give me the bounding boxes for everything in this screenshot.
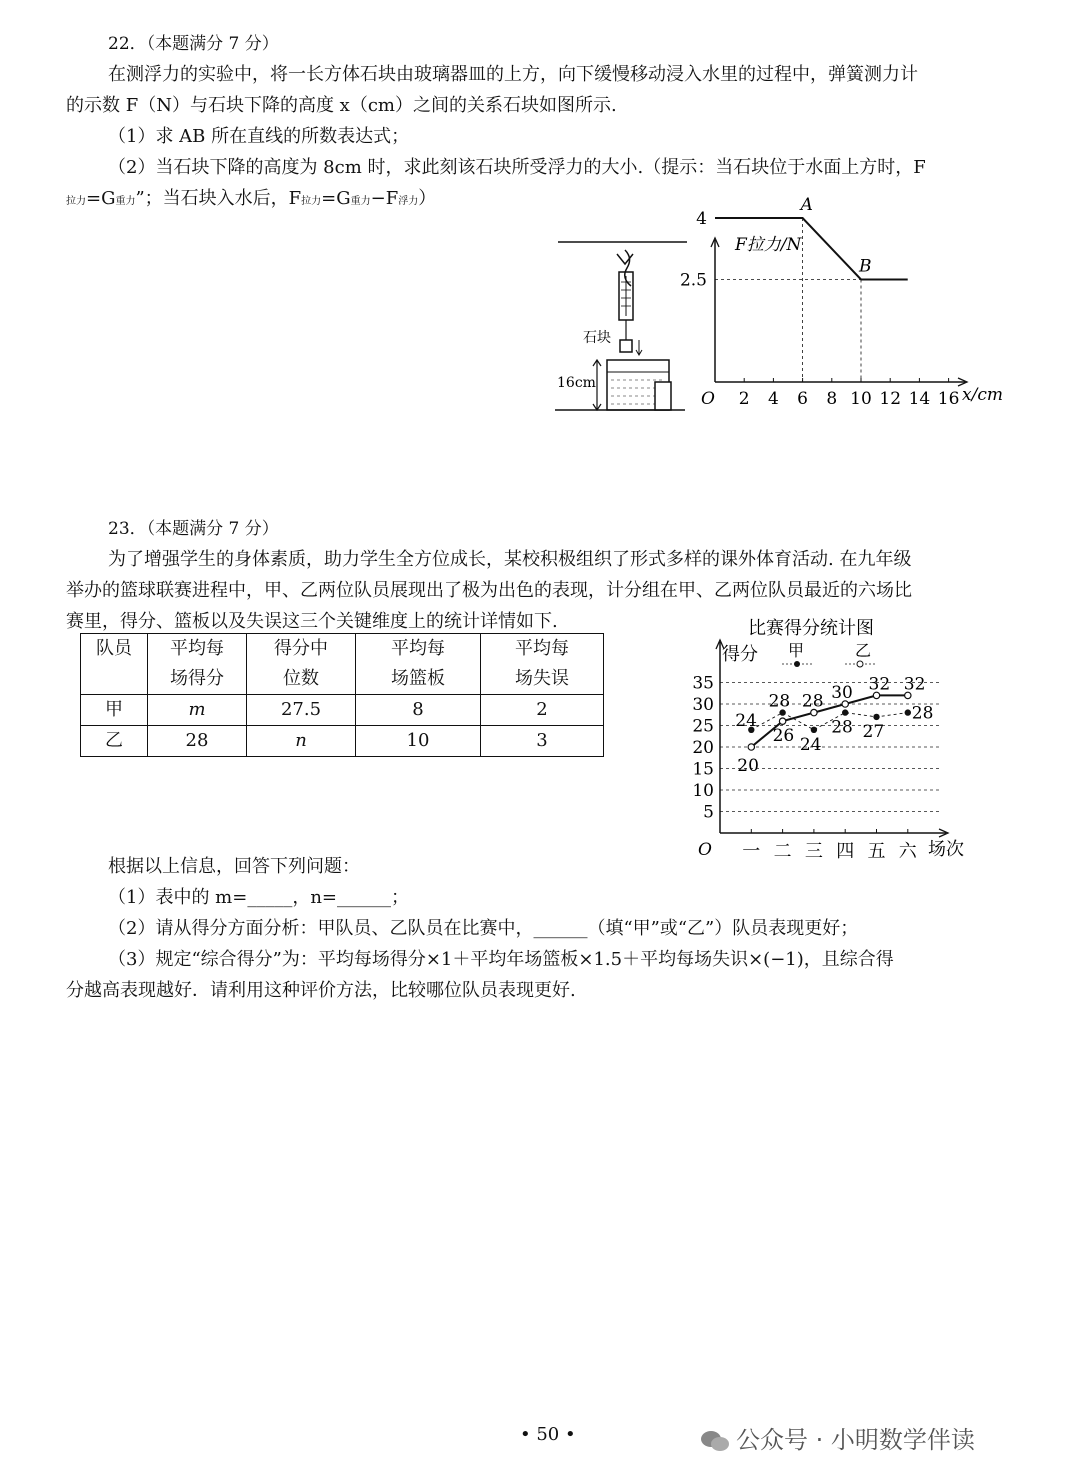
q22-hint-part4: −F — [370, 188, 399, 209]
table-header-row — [81, 634, 604, 695]
table-cell: 2 — [481, 695, 604, 726]
data-label-jia: 24 — [735, 710, 757, 731]
y-axis-label: 得分 — [722, 644, 758, 665]
data-point-jia — [905, 709, 911, 715]
x-tick-label: 4 — [767, 389, 779, 409]
x-axis-label: x/cm — [962, 385, 1003, 405]
subscript-gravity-2: 重力 — [350, 196, 371, 207]
y-tick-label: 20 — [692, 738, 714, 758]
x-tick-label: 三 — [804, 841, 823, 862]
stats-table — [80, 633, 604, 757]
table-cell: 8 — [356, 695, 481, 726]
subscript-pull-2: 拉力 — [301, 196, 322, 207]
q22-paragraph-line2: 的示数 F（N）与石块下降的高度 x（cm）之间的关系石块如图所示. — [66, 95, 617, 116]
data-label-jia: 24 — [799, 734, 822, 755]
data-label-jia: 28 — [768, 691, 791, 712]
legend-marker-jia — [794, 661, 800, 667]
subscript-pull: 拉力 — [66, 196, 86, 207]
q22-subquestion-2: （2）当石块下降的高度为 8cm 时，求此刻该石块所受浮力的大小.（提示：当石块位于水面上方时，F — [108, 157, 926, 178]
q22-subquestion-1: （1）求 AB 所在直线的所数表达式； — [108, 126, 410, 147]
y-tick-label: 2.5 — [679, 270, 707, 291]
q22-title: 22．（本题满分 7 分） — [108, 34, 279, 54]
table-header-cell: 得分中 位数 — [247, 634, 356, 695]
data-point-jia — [842, 709, 848, 715]
q23-title: 23．（本题满分 7 分） — [108, 519, 279, 539]
data-label-yi: 28 — [801, 691, 824, 712]
table-header-cell: 平均每 场得分 — [148, 634, 247, 695]
x-axis-label: 场次 — [928, 839, 964, 860]
table-cell: 3 — [481, 726, 604, 757]
x-tick-label: 一 — [742, 841, 761, 862]
data-label-jia: 27 — [862, 721, 885, 742]
table-header-cell: 平均每 场失误 — [481, 634, 604, 695]
table-cell: m — [148, 695, 247, 726]
q22-subquestion-2-cont — [66, 187, 436, 214]
page-number: • 50 • — [520, 1424, 576, 1445]
table-header-cell: 平均每 场篮板 — [356, 634, 481, 695]
table-cell: 27.5 — [247, 695, 356, 726]
data-point-jia — [873, 714, 879, 720]
y-tick-label: 35 — [692, 673, 714, 694]
table-cell: 乙 — [81, 726, 148, 757]
height-label: 16cm — [557, 375, 596, 391]
y-axis-label: F拉力/N — [735, 235, 802, 255]
y-tick-label: 4 — [696, 209, 707, 229]
data-label-jia: 28 — [911, 703, 934, 724]
q23-paragraph-line2: 举办的篮球联赛进程中，甲、乙两位队员展现出了极为出色的表现，计分组在甲、乙两位队员最近的六场比 — [66, 580, 912, 601]
table-cell: 甲 — [81, 695, 148, 726]
q23-paragraph-line3: 赛里，得分、篮板以及失误这三个关键维度上的统计详情如下. — [66, 611, 558, 632]
legend-label-jia: 甲 — [788, 641, 805, 660]
x-tick-label: 五 — [867, 841, 886, 862]
y-tick-label: 30 — [692, 695, 714, 715]
table-cell: 28 — [148, 726, 247, 757]
table-header-cell: 队员 — [81, 634, 148, 695]
origin-label: O — [701, 389, 715, 409]
point-label: A — [800, 195, 813, 215]
q23-subquestion-3-cont: 分越高表现越好．请利用这种评价方法，比较哪位队员表现更好. — [66, 980, 576, 1001]
y-tick-label: 10 — [692, 781, 714, 801]
q22-paragraph-line1: 在测浮力的实验中，将一长方体石块由玻璃器皿的上方，向下缓慢移动浸入水里的过程中，弹簧测力计 — [108, 64, 918, 85]
data-label-jia: 28 — [831, 717, 853, 738]
watermark-text: 公众号 · 小明数学伴读 — [736, 1426, 975, 1454]
force-height-chart — [679, 195, 1020, 422]
table-cell: n — [247, 726, 356, 757]
table-row — [81, 726, 604, 757]
y-tick-label: 25 — [692, 716, 714, 737]
data-label-yi: 32 — [903, 674, 926, 695]
x-tick-label: 16 — [937, 389, 960, 409]
data-point-yi — [779, 718, 785, 724]
x-tick-label: 六 — [898, 841, 917, 862]
x-tick-label: 2 — [738, 389, 750, 409]
q23-paragraph-line1: 为了增强学生的身体素质，助力学生全方位成长，某校积极组织了形式多样的课外体育活动. 在九年级 — [108, 549, 912, 570]
x-tick-label: 10 — [850, 389, 872, 409]
legend-marker-yi — [857, 661, 863, 667]
y-tick-label: 15 — [692, 759, 714, 780]
q22-hint-part1: =G — [86, 188, 116, 209]
subscript-gravity: 重力 — [115, 196, 136, 207]
stone-label: 石块 — [583, 330, 611, 346]
x-tick-label: 6 — [797, 389, 809, 409]
chart-title: 比赛得分统计图 — [748, 618, 874, 639]
q23-intro: 根据以上信息，回答下列问题： — [108, 856, 360, 877]
legend-label-yi: 乙 — [855, 641, 872, 660]
q23-subquestion-1: （1）表中的 m=_____，n=______； — [108, 887, 409, 908]
wechat-icon — [700, 1429, 730, 1453]
score-line-chart — [690, 612, 990, 862]
q23-subquestion-2: （2）请从得分方面分析：甲队员、乙队员在比赛中，______（填“甲”或“乙”）队员表现更好； — [108, 918, 859, 939]
spring-scale-apparatus-figure — [555, 232, 690, 417]
table-row — [81, 695, 604, 726]
data-label-yi: 32 — [868, 674, 891, 695]
data-point-yi — [748, 744, 754, 750]
y-tick-label: 5 — [703, 802, 714, 823]
data-label-yi: 20 — [737, 756, 759, 776]
q23-subquestion-3: （3）规定“综合得分”为：平均每场得分×1＋平均年场篮板×1.5＋平均每场失识×(−1)，且综合得 — [108, 949, 894, 970]
x-tick-label: 四 — [836, 841, 855, 862]
data-label-yi: 26 — [772, 726, 795, 747]
q22-hint-part3: =G — [321, 188, 351, 209]
q22-hint-part5: ） — [418, 188, 437, 209]
x-tick-label: 14 — [908, 389, 931, 409]
origin-label: O — [698, 840, 712, 860]
q22-hint-part2: ”；当石块入水后，F — [135, 188, 302, 209]
data-point-jia — [811, 727, 817, 733]
watermark — [700, 1420, 975, 1455]
x-tick-label: 8 — [826, 389, 838, 409]
subscript-float: 浮力 — [398, 196, 419, 207]
x-tick-label: 二 — [773, 841, 792, 862]
x-tick-label: 12 — [879, 389, 902, 409]
point-label: B — [859, 256, 872, 277]
table-cell: 10 — [356, 726, 481, 757]
data-label-yi: 30 — [831, 683, 853, 703]
